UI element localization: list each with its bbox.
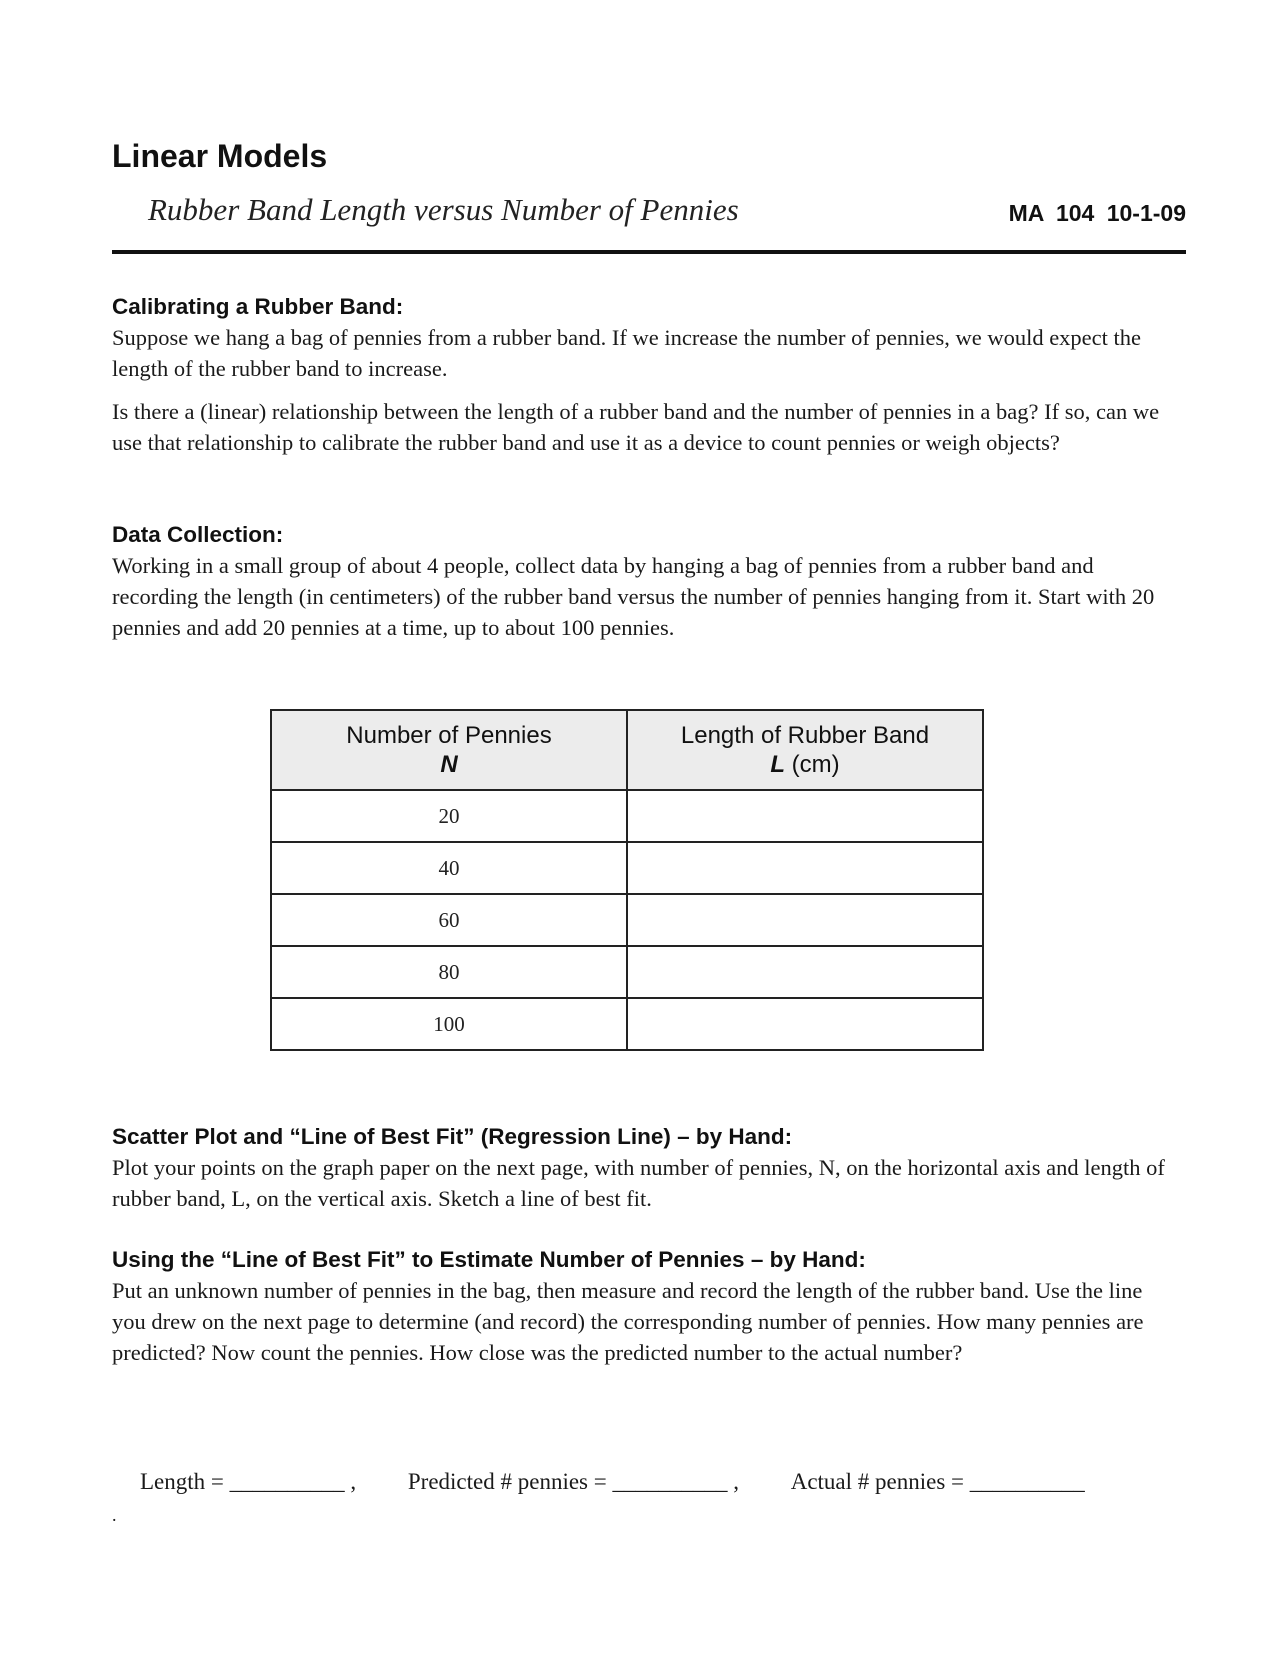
stray-mark: . — [112, 1505, 117, 1525]
length-entry-cell[interactable] — [627, 946, 983, 998]
column-unit: (cm) — [785, 751, 840, 778]
pennies-cell: 20 — [271, 790, 627, 842]
data-table — [270, 709, 984, 1051]
length-entry-cell[interactable] — [627, 842, 983, 894]
section-scatter-plot — [112, 1122, 1180, 1214]
length-entry-cell[interactable] — [627, 894, 983, 946]
table-row — [271, 946, 983, 998]
page-subtitle: Rubber Band Length versus Number of Pennies — [148, 192, 739, 227]
paragraph: Working in a small group of about 4 people, collect data by hanging a bag of pennies from a rubber band and recording the length (in centimeters) of the rubber band versus the number of pennies hanging from it. Start with 20 pennies and add 20 pennies at a time, up to about 100 pennies. — [112, 553, 1155, 640]
section-heading: Calibrating a Rubber Band: — [112, 294, 404, 319]
column-header-length — [627, 710, 983, 790]
actual-pennies-blank[interactable]: Actual # pennies = __________ — [790, 1469, 1085, 1494]
section-heading: Data Collection: — [112, 522, 284, 547]
length-blank[interactable]: Length = __________ , — [140, 1469, 357, 1494]
table-row — [271, 894, 983, 946]
section-heading: Scatter Plot and “Line of Best Fit” (Regression Line) – by Hand: — [112, 1124, 793, 1149]
answer-fill-line — [140, 1467, 1180, 1497]
section-heading: Using the “Line of Best Fit” to Estimate Number of Pennies – by Hand: — [112, 1247, 866, 1272]
header-rule — [112, 250, 1186, 254]
table-row — [271, 842, 983, 894]
pennies-cell: 40 — [271, 842, 627, 894]
table-header-row — [271, 710, 983, 790]
paragraph: Plot your points on the graph paper on the next page, with number of pennies, N, on the horizontal axis and length of rubber band, L, on the vertical axis. Sketch a line of best fit. — [112, 1155, 1165, 1211]
table-row — [271, 998, 983, 1050]
column-variable: N — [440, 751, 458, 778]
column-variable: L — [770, 751, 785, 778]
column-header-pennies — [271, 710, 627, 790]
column-header-label: Length of Rubber Band — [680, 722, 930, 749]
column-header-label: Number of Pennies — [346, 722, 552, 749]
pennies-cell: 80 — [271, 946, 627, 998]
paragraph: Put an unknown number of pennies in the bag, then measure and record the length of the rubber band. Use the line you drew on the next page to determine (and record) the corresponding number of pennies. How many pennies are predicted? Now count the pennies. How close was the predicted number to the actual number? — [112, 1278, 1144, 1365]
length-entry-cell[interactable] — [627, 998, 983, 1050]
section-data-collection — [112, 520, 1180, 643]
predicted-pennies-blank[interactable]: Predicted # pennies = __________ , — [407, 1469, 739, 1494]
page-title: Linear Models — [112, 138, 328, 174]
paragraph: Suppose we hang a bag of pennies from a rubber band. If we increase the number of pennies, we would expect the length of the rubber band to increase. — [112, 325, 1142, 381]
table-row — [271, 790, 983, 842]
section-calibrating — [112, 292, 1180, 458]
pennies-cell: 100 — [271, 998, 627, 1050]
section-estimate-pennies — [112, 1245, 1180, 1368]
paragraph: Is there a (linear) relationship between the length of a rubber band and the number of pennies in a bag? If so, can we use that relationship to calibrate the rubber band and use it as a device to count pennies or weigh objects? — [112, 399, 1160, 455]
course-code-date: MA 104 10-1-09 — [1008, 200, 1186, 226]
pennies-cell: 60 — [271, 894, 627, 946]
length-entry-cell[interactable] — [627, 790, 983, 842]
